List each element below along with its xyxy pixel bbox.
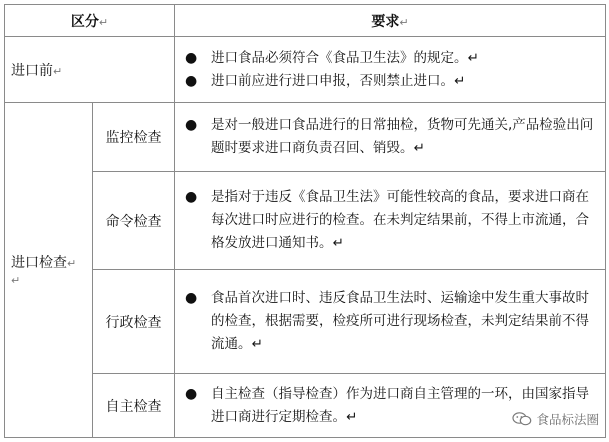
- table-row: [5, 37, 606, 103]
- header-category: 区分↵: [5, 5, 175, 37]
- pre-import-label: 进口前↵: [5, 37, 175, 103]
- bullet-icon: ●: [185, 72, 198, 89]
- voluntary-inspection-label: 自主检查: [93, 374, 175, 438]
- table-row: [5, 270, 606, 374]
- order-inspection-text: ● 是指对于违反《食品卫生法》可能性较高的食品，要求进口商在每次进口时应进行的检查。在未判定结果前，不得上市流通，合格发放进口通知书。↵: [175, 172, 606, 270]
- import-requirements-table: [4, 4, 606, 438]
- list-item: ● 进口食品必须符合《食品卫生法》的规定。↵: [185, 47, 597, 70]
- bullet-icon: ●: [185, 385, 198, 402]
- wechat-icon: [512, 412, 532, 426]
- table-row: [5, 103, 606, 172]
- pre-import-requirements: [175, 37, 606, 103]
- bullet-icon: ●: [185, 49, 198, 66]
- bullet-icon: ●: [185, 117, 198, 133]
- monitoring-inspection-label: 监控检查: [93, 103, 175, 172]
- watermark-text: 食品标法圈: [536, 412, 599, 427]
- watermark: [512, 410, 599, 428]
- table-row: [5, 172, 606, 270]
- order-inspection-label: 命令检查: [93, 172, 175, 270]
- administrative-inspection-text: ● 食品首次进口时、违反食品卫生法时、运输途中发生重大事故时的检查，根据需要，检疫所可进行现场检查，未判定结果前不得流通。↵: [175, 270, 606, 374]
- bullet-icon: ●: [185, 189, 198, 205]
- monitoring-inspection-text: ● 是对一般进口食品进行的日常抽检，货物可先通关,产品检验出问题时要求进口商负责召回、销毁。↵: [175, 103, 606, 172]
- import-inspection-label: 进口检查↵ ↵: [5, 103, 93, 438]
- header-requirement: 要求↵: [175, 5, 606, 37]
- list-item: ● 进口前应进行进口申报，否则禁止进口。↵: [185, 70, 597, 93]
- voluntary-inspection-text: ● 自主检查（指导检查）作为进口商自主管理的一环，由国家指导进口商进行定期检查。↵: [175, 374, 606, 438]
- administrative-inspection-label: 行政检查: [93, 270, 175, 374]
- table-header-row: [5, 5, 606, 37]
- bullet-icon: ●: [185, 290, 198, 306]
